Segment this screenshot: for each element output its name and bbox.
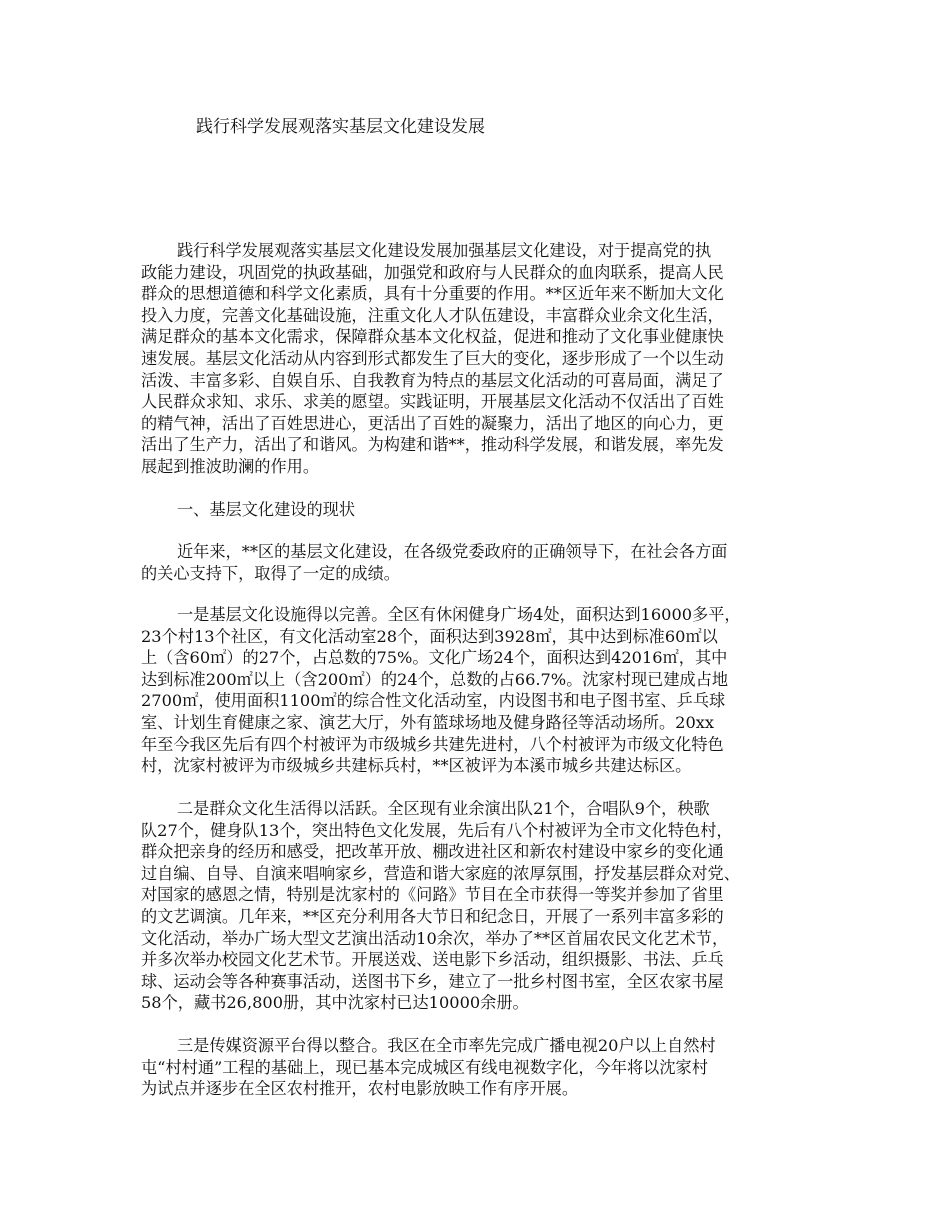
paragraph-line: 58个，藏书26,800册，其中沈家村已达10000余册。	[141, 993, 529, 1013]
paragraph-facilities	[141, 604, 821, 777]
paragraph-line: 展起到推波助澜的作用。	[141, 456, 320, 476]
paragraph-line: 的精气神，活出了百姓思进心，更活出了百姓的凝聚力，活出了地区的向心力，更	[141, 413, 724, 433]
paragraph-line: 二是群众文化生活得以活跃。全区现有业余演出队21个，合唱队9个，秧歌	[177, 799, 710, 818]
paragraph-intro	[141, 240, 821, 478]
paragraph-line: 速发展。基层文化活动从内容到形式都发生了巨大的变化，逐步形成了一个以生动	[141, 348, 724, 368]
paragraph-line: 23个村13个社区，有文化活动室28个，面积达到3928㎡，其中达到标准60㎡以	[141, 626, 718, 646]
paragraph-line: 人民群众求知、求乐、求美的愿望。实践证明，开展基层文化活动不仅活出了百姓	[141, 392, 724, 412]
paragraph-media-platform	[141, 1035, 821, 1100]
document-title: 践行科学发展观落实基层文化建设发展	[196, 117, 485, 137]
paragraph-line: 群众的思想道德和科学文化素质，具有十分重要的作用。**区近年来不断加大文化	[141, 284, 724, 304]
paragraph-cultural-life	[141, 798, 821, 1014]
paragraph-line: 满足群众的基本文化需求，保障群众基本文化权益，促进和推动了文化事业健康快	[141, 327, 724, 347]
paragraph-line: 活出了生产力，活出了和谐风。为构建和谐**，推动科学发展，和谐发展，率先发	[141, 435, 724, 455]
paragraph-line: 为试点并逐步在全区农村推开，农村电影放映工作有序开展。	[141, 1079, 579, 1099]
paragraph-current-status	[141, 541, 821, 584]
paragraph-line: 2700㎡，使用面积1100㎡的综合性文化活动室，内设图书和电子图书室、乒乓球	[141, 691, 726, 711]
paragraph-line: 一是基层文化设施得以完善。全区有休闲健身广场4处，面积达到16000多平，	[177, 605, 741, 624]
paragraph-line: 群众把亲身的经历和感受，把改革开放、棚改进社区和新农村建设中家乡的变化通	[141, 842, 724, 862]
paragraph-line: 年至今我区先后有四个村被评为市级城乡共建先进村，八个村被评为市级文化特色	[141, 734, 724, 754]
paragraph-line: 近年来，**区的基层文化建设，在各级党委政府的正确领导下，在社会各方面	[177, 542, 728, 561]
paragraph-line: 活泼、丰富多彩、自娱自乐、自我教育为特点的基层文化活动的可喜局面，满足了	[141, 370, 724, 390]
paragraph-line: 球、运动会等各种赛事活动，送图书下乡，建立了一批乡村图书室，全区农家书屋	[141, 971, 724, 991]
paragraph-line: 三是传媒资源平台得以整合。我区在全市率先完成广播电视20户以上自然村	[177, 1036, 716, 1055]
paragraph-line: 践行科学发展观落实基层文化建设发展加强基层文化建设，对于提高党的执	[177, 241, 712, 260]
paragraph-line: 文化活动，举办广场大型文艺演出活动10余次，举办了**区首届农民文化艺术节，	[141, 928, 729, 948]
section-heading	[141, 499, 821, 521]
paragraph-line: 投入力度，完善文化基础设施，注重文化人才队伍建设，丰富群众业余文化生活，	[141, 305, 724, 325]
paragraph-line: 室、计划生育健康之家、演艺大厅，外有篮球场地及健身路径等活动场所。20xx	[141, 712, 715, 732]
paragraph-line: 的关心支持下，取得了一定的成绩。	[141, 563, 400, 583]
paragraph-line: 达到标准200㎡以上（含200㎡）的24个，总数的占66.7%。沈家村现已建成占地	[141, 669, 729, 689]
paragraph-line: 上（含60㎡）的27个，占总数的75%。文化广场24个，面积达到42016㎡，其中	[141, 648, 728, 668]
paragraph-line: 屯“村村通”工程的基础上，现已基本完成城区有线电视数字化，今年将以沈家村	[141, 1057, 708, 1077]
paragraph-line: 队27个，健身队13个，突出特色文化发展，先后有八个村被评为全市文化特色村，	[141, 820, 733, 840]
paragraph-line: 过自编、自导、自演来唱响家乡，营造和谐大家庭的浓厚氛围，抒发基层群众对党、	[141, 863, 740, 883]
paragraph-line: 一、基层文化建设的现状	[177, 500, 356, 519]
paragraph-line: 村，沈家村被评为市级城乡共建标兵村，**区被评为本溪市城乡共建达标区。	[141, 756, 692, 776]
paragraph-line: 政能力建设，巩固党的执政基础，加强党和政府与人民群众的血肉联系，提高人民	[141, 262, 724, 282]
paragraph-line: 对国家的感恩之情，特别是沈家村的《问路》节目在全市获得一等奖并参加了省里	[141, 885, 724, 905]
paragraph-line: 并多次举办校园文化艺术节。开展送戏、送电影下乡活动，组织摄影、书法、乒乓	[141, 950, 724, 970]
paragraph-line: 的文艺调演。几年来，**区充分利用各大节日和纪念日，开展了一系列丰富多彩的	[141, 906, 724, 926]
